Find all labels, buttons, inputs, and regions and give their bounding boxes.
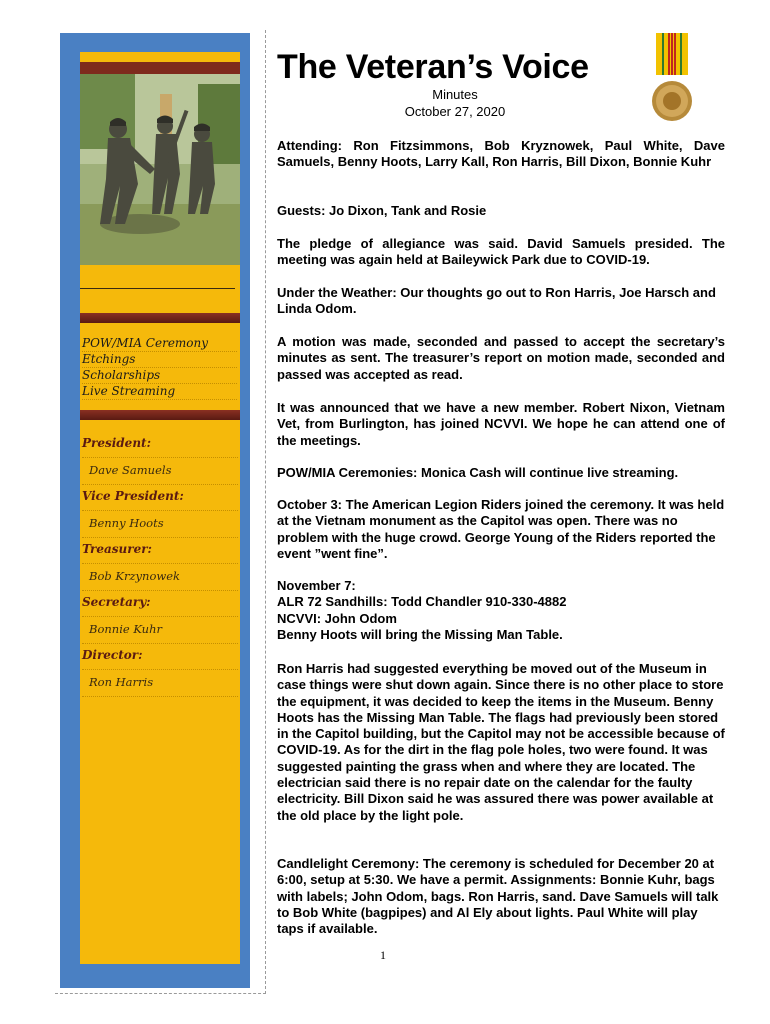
officer-role-president: President: <box>82 432 238 458</box>
november-line: ALR 72 Sandhills: Todd Chandler 910-330-4882 <box>277 594 567 610</box>
museum-paragraph: Ron Harris had suggested everything be moved out of the Museum in case things were shut down again. Since there is no other place to store the equipment, it was decided to keep the items in the Museum. Benny Hoots has the Missing Man Table. The flags had previously been stored in the Capitol building, but the Capitol may not be accessible because of COVID-19. As for the dirt in the flag pole holes, two were found. It was suggested painting the grass when and where they are located. The electrician said there is no repair date on the calendar for the faulty electricity. Bill Dixon said he was assured there was power available at the old place by the light pole. <box>277 661 725 823</box>
newsletter-title: The Veteran’s Voice <box>277 48 589 86</box>
sidebar-rule <box>80 288 235 289</box>
officer-name-president: Dave Samuels <box>82 458 238 485</box>
service-medal-icon <box>642 33 702 128</box>
officer-list <box>82 432 238 697</box>
sidebar-item-powmia-ceremony: POW/MIA Ceremony <box>82 336 237 352</box>
new-member-paragraph: It was announced that we have a new member. Robert Nixon, Vietnam Vet, from Burlington, has joined NCVVI. We hope he can attend one of the meetings. <box>277 400 725 448</box>
powmia-paragraph: POW/MIA Ceremonies: Monica Cash will continue live streaming. <box>277 465 679 480</box>
officer-name-vice-president: Benny Hoots <box>82 511 238 538</box>
officer-role-secretary: Secretary: <box>82 591 238 617</box>
november-line: NCVVI: John Odom <box>277 610 397 626</box>
attending-paragraph: Attending: Ron Fitzsimmons, Bob Kryznowek, Paul White, Dave Samuels, Benny Hoots, Larry Kall, Ron Harris, Bill Dixon, Bonnie Kuhr <box>277 138 725 170</box>
guests-paragraph: Guests: Jo Dixon, Tank and Rosie <box>277 203 487 218</box>
under-weather-paragraph: Under the Weather: Our thoughts go out to Ron Harris, Joe Harsch and Linda Odom. <box>277 285 716 317</box>
officer-role-director: Director: <box>82 644 238 670</box>
october-paragraph: October 3: The American Legion Riders joined the ceremony. It was held at the Vietnam monument as the Capitol was open. There was no problem with the huge crowd. George Young of the Riders reported the event ”went fine”. <box>277 497 725 561</box>
sidebar-item-live-streaming: Live Streaming <box>82 384 237 400</box>
meeting-date: October 27, 2020 <box>404 104 506 119</box>
november-line: November 7: <box>277 578 356 593</box>
sidebar-item-scholarships: Scholarships <box>82 368 237 384</box>
sidebar-divider <box>80 410 240 420</box>
sidebar-contents-list <box>82 336 237 400</box>
november-line: Benny Hoots will bring the Missing Man Table. <box>277 626 563 642</box>
candlelight-paragraph: Candlelight Ceremony: The ceremony is scheduled for December 20 at 6:00, setup at 5:30. We have a permit. Assignments: Bonnie Kuhr, bags with labels; John Odom, bags. Ron Harris, sand. Dave Samuels will talk to Bob White (bagpipes) and Al Ely about lights. Paul White will play taps if available. <box>277 856 719 937</box>
sidebar-item-etchings: Etchings <box>82 352 237 368</box>
officer-name-director: Ron Harris <box>82 670 238 697</box>
officer-role-treasurer: Treasurer: <box>82 538 238 564</box>
motion-paragraph: A motion was made, seconded and passed to accept the secretary’s minutes as sent. The treasurer’s report on motion made, seconded and passed was accepted as read. <box>277 334 725 382</box>
page-number: 1 <box>380 948 386 962</box>
november-block <box>277 578 725 643</box>
sidebar-top-strip <box>80 62 240 74</box>
officer-role-vice-president: Vice President: <box>82 485 238 511</box>
officer-name-treasurer: Bob Krzynowek <box>82 564 238 591</box>
pledge-paragraph: The pledge of allegiance was said. David Samuels presided. The meeting was again held at Baileywick Park due to COVID-19. <box>277 236 725 268</box>
memorial-statue-photo <box>80 74 240 265</box>
officer-name-secretary: Bonnie Kuhr <box>82 617 238 644</box>
document-subtitle: Minutes <box>432 87 478 102</box>
sidebar-divider <box>80 313 240 323</box>
